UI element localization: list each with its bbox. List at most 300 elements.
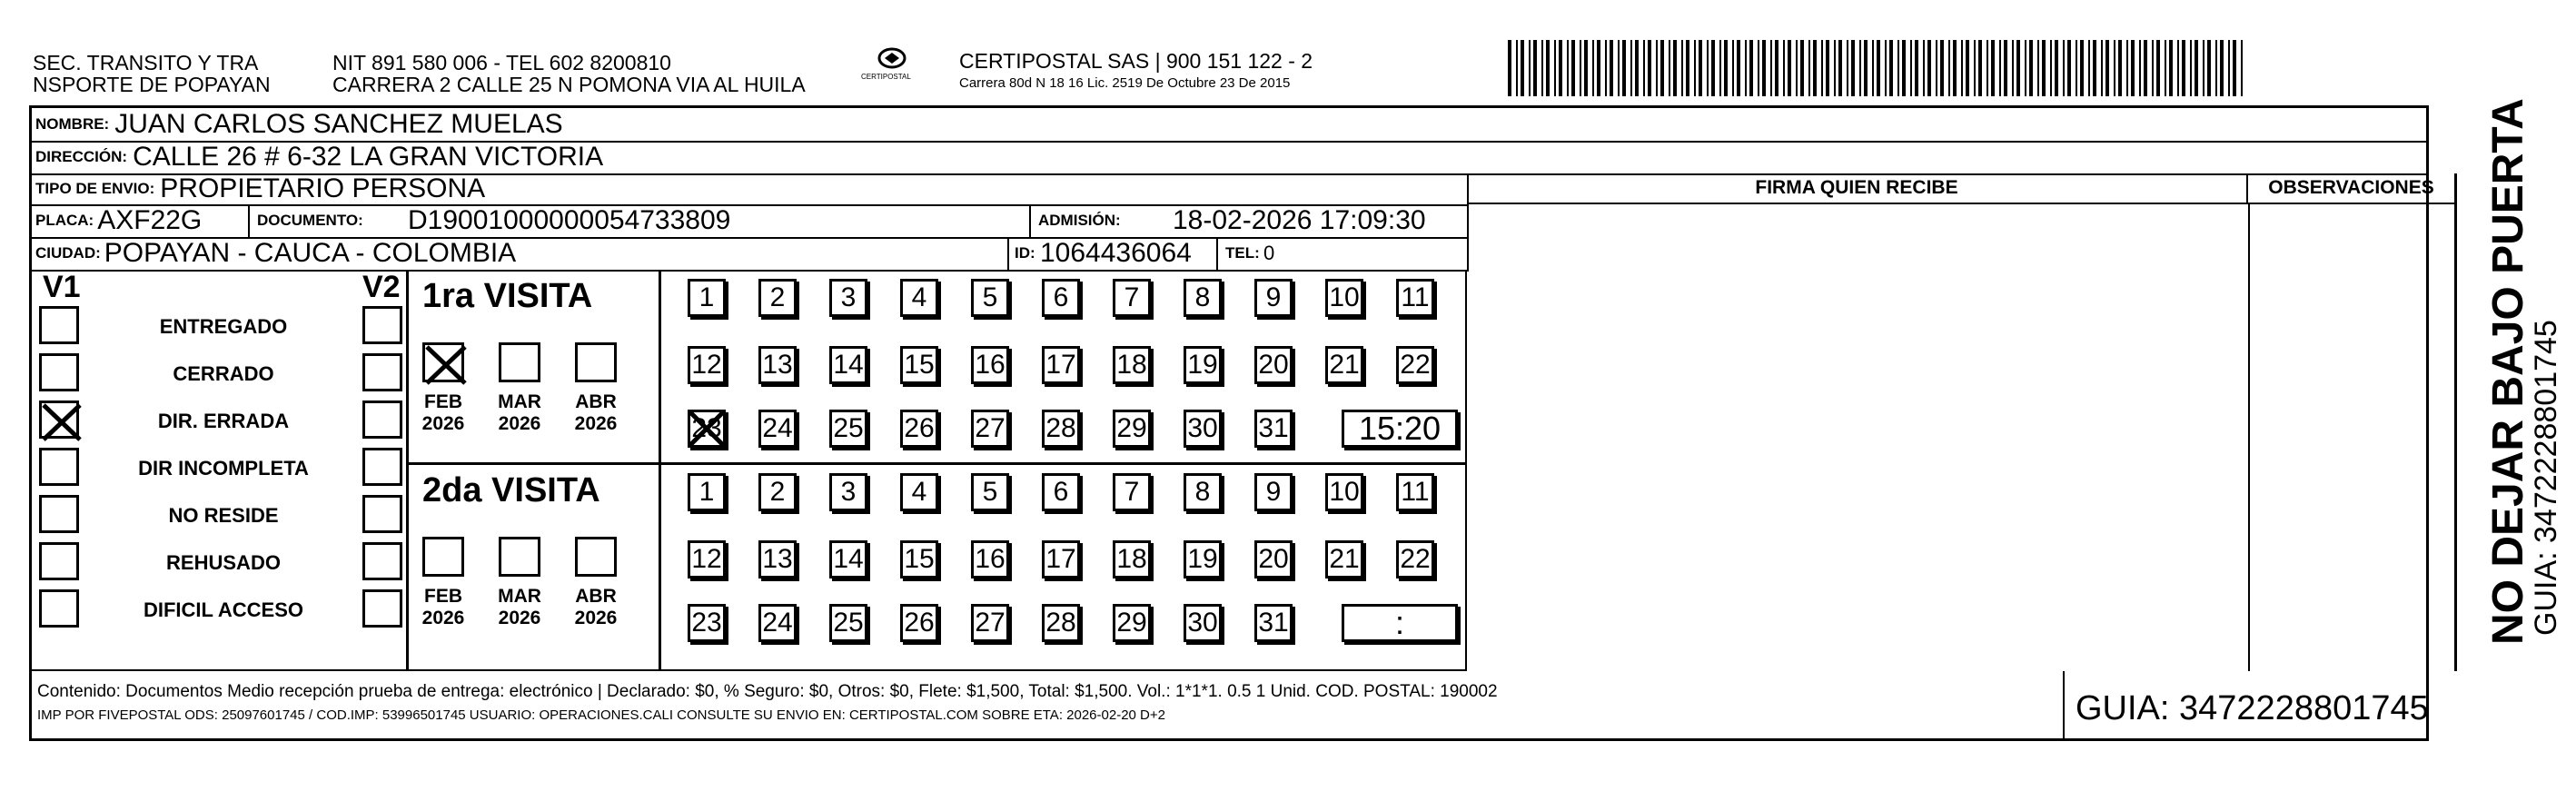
barcode-bar [1788,40,1791,96]
barcode-bar [2152,40,2154,96]
day-box[interactable] [1042,279,1080,317]
day-number: 25 [833,608,864,638]
day-number: 5 [982,477,998,507]
month-year: 2026 [421,413,465,434]
barcode-bar [1826,40,1829,96]
status-v1-checkbox[interactable] [39,448,79,486]
barcode-bar [1732,40,1734,96]
id-label: ID: [1015,244,1035,262]
barcode-bar [1554,40,1556,96]
day-box[interactable] [971,279,1009,317]
barcode-bar [2076,40,2077,96]
month-label [488,391,551,435]
month-year: 2026 [498,413,541,434]
barcode-bar [1775,40,1778,96]
day-box[interactable] [829,346,867,384]
status-v1-checkbox[interactable] [39,542,79,580]
barcode-bar [1707,40,1709,96]
barcode-bar [1724,40,1728,96]
month-name: FEB [424,586,462,607]
barcode-bar [1580,40,1581,96]
month-name: MAR [498,391,541,412]
month-name: FEB [424,391,462,412]
barcode-bar [1681,40,1683,96]
day-box[interactable] [1254,279,1293,317]
day-box[interactable] [900,346,938,384]
check-x-icon [42,403,82,441]
day-number: 3 [840,282,857,312]
day-number: 14 [833,544,864,574]
day-box[interactable] [1325,279,1363,317]
barcode-bar [2114,40,2115,96]
day-number: 17 [1045,544,1076,574]
day-number: 18 [1116,350,1147,380]
day-box[interactable] [758,346,797,384]
day-box[interactable] [1396,540,1434,578]
status-v2-checkbox[interactable] [362,400,402,439]
sender-line-2: NSPORTE DE POPAYAN [33,73,271,96]
month-checkbox[interactable] [499,342,540,382]
admision-value: 18-02-2026 17:09:30 [1173,205,1426,235]
day-box[interactable] [1042,473,1080,511]
barcode-bar [1986,40,1988,96]
day-box[interactable] [900,410,938,448]
barcode-bar [2177,40,2179,96]
nit-line-2: CARRERA 2 CALLE 25 N POMONA VIA AL HUILA [332,73,806,96]
barcode-bar [1605,40,1607,96]
barcode-bar [1813,40,1817,96]
day-box[interactable] [758,540,797,578]
tipo-label: TIPO DE ENVIO: [35,180,155,197]
day-number: 16 [975,544,1006,574]
documento-label: DOCUMENTO: [257,212,363,229]
barcode-bar [1940,40,1944,96]
barcode-bar [1902,40,1906,96]
barcode-bar [1999,40,2001,96]
placa-row [32,204,1469,239]
day-number: 6 [1053,477,1069,507]
month-name: ABR [575,391,617,412]
day-box[interactable] [1113,410,1151,448]
barcode-bar [1529,40,1531,96]
barcode-bar [2165,40,2166,96]
day-box[interactable] [688,279,726,317]
observaciones-divider [2248,204,2250,671]
barcode-bar [1927,40,1931,96]
day-number: 20 [1258,544,1289,574]
day-box[interactable] [829,473,867,511]
day-number: 22 [1400,544,1431,574]
day-box[interactable] [829,410,867,448]
day-number: 8 [1194,477,1211,507]
barcode-bar [1660,40,1664,96]
day-box[interactable] [1184,410,1222,448]
day-box[interactable] [758,410,797,448]
barcode-bar [2029,40,2033,96]
day-box[interactable] [829,604,867,642]
visit-title: 2da VISITA [422,471,600,509]
day-box[interactable] [971,410,1009,448]
month-label [411,586,475,629]
barcode-bar [2055,40,2058,96]
nombre-label: NOMBRE: [35,115,110,133]
footer-guia: GUIA: 3472228801745 [2076,689,2429,727]
barcode-bar [2207,40,2211,96]
day-number: 18 [1116,544,1147,574]
company-line-2: Carrera 80d N 18 16 Lic. 2519 De Octubre 23 De 2015 [959,75,1291,91]
barcode-bar [2144,40,2147,96]
barcode-bar [1699,40,1702,96]
barcode-bar [1796,40,1798,96]
barcode-bar [1597,40,1600,96]
placa-value: AXF22G [97,205,203,235]
barcode-bar [1859,40,1861,96]
day-box[interactable] [758,604,797,642]
day-box[interactable] [1042,410,1080,448]
barcode-bar [1783,40,1785,96]
day-box[interactable] [971,540,1009,578]
barcode-bar [1673,40,1677,96]
barcode-bar [2139,40,2141,96]
day-number: 15 [904,544,935,574]
day-box[interactable] [1325,473,1363,511]
day-number: 6 [1053,282,1069,312]
day-number: 10 [1329,477,1360,507]
status-v2-checkbox[interactable] [362,589,402,628]
barcode-bar [1669,40,1670,96]
barcode-bar [1571,40,1575,96]
day-box[interactable] [829,279,867,317]
day-number: 11 [1401,477,1430,507]
day-box[interactable] [1184,473,1222,511]
day-box[interactable] [1396,473,1434,511]
barcode-bar [1516,40,1518,96]
day-number: 29 [1116,413,1147,443]
day-number: 29 [1116,608,1147,638]
documento-value: D19001000000054733809 [408,205,731,235]
status-v1-checkbox[interactable] [39,353,79,391]
status-v2-checkbox[interactable] [362,353,402,391]
month-checkbox[interactable] [422,537,464,577]
status-label: REHUSADO [166,551,281,574]
barcode-bar [2126,40,2128,96]
day-box[interactable] [1184,604,1222,642]
month-label [488,586,551,629]
barcode-bar [1737,40,1740,96]
month-year: 2026 [574,608,618,628]
barcode-bar [1953,40,1957,96]
day-box[interactable] [688,540,726,578]
barcode-bar [1618,40,1620,96]
barcode-bar [1834,40,1836,96]
day-box[interactable] [688,410,726,448]
barcode [1508,40,2253,96]
barcode-bar [1762,40,1766,96]
month-checkbox[interactable] [422,342,464,382]
barcode-bar [1758,40,1759,96]
v1-label: V1 [43,270,81,304]
barcode-bar [1800,40,1804,96]
barcode-bar [2233,40,2236,96]
tel-label: TEL: [1225,244,1260,262]
day-box[interactable] [1254,410,1293,448]
day-number: 22 [1400,350,1431,380]
tel-value: 0 [1263,242,1275,264]
day-box[interactable] [900,604,938,642]
barcode-bar [1885,40,1887,96]
day-number: 30 [1187,413,1218,443]
day-number: 13 [762,350,793,380]
form-right-divider [2454,173,2457,671]
nombre-value: JUAN CARLOS SANCHEZ MUELAS [114,109,563,139]
direccion-value: CALLE 26 # 6-32 LA GRAN VICTORIA [133,142,604,172]
time-box[interactable] [1342,604,1458,642]
observaciones-header: OBSERVACIONES [2248,173,2457,204]
status-v2-checkbox[interactable] [362,306,402,344]
day-number: 15 [904,350,935,380]
barcode-bar [1711,40,1715,96]
status-v1-checkbox[interactable] [39,306,79,344]
month-label [564,586,628,629]
barcode-bar [1897,40,1899,96]
status-v1-checkbox[interactable] [39,495,79,533]
day-box[interactable] [1396,279,1434,317]
month-checkbox[interactable] [575,537,617,577]
day-number: 16 [975,350,1006,380]
month-checkbox[interactable] [499,537,540,577]
day-number: 8 [1194,282,1211,312]
barcode-bar [2050,40,2052,96]
day-box[interactable] [1042,604,1080,642]
day-box[interactable] [971,346,1009,384]
barcode-bar [2088,40,2090,96]
day-box[interactable] [1184,346,1222,384]
day-number: 2 [769,477,786,507]
barcode-bar [2182,40,2185,96]
certipostal-logo: CERTIPOSTAL [865,45,919,91]
day-box[interactable] [1184,279,1222,317]
day-number: 1 [698,282,715,312]
barcode-bar [1610,40,1613,96]
day-number: 31 [1258,608,1289,638]
day-number: 9 [1265,477,1282,507]
day-box[interactable] [758,279,797,317]
time-value: 15:20 [1358,410,1442,447]
day-box[interactable] [971,604,1009,642]
month-year: 2026 [421,608,465,628]
id-value: 1064436064 [1040,238,1192,268]
day-number: 27 [975,608,1006,638]
barcode-bar [2228,40,2230,96]
month-label [411,391,475,435]
barcode-bar [1889,40,1893,96]
barcode-bar [1847,40,1848,96]
barcode-bar [1694,40,1696,96]
day-box[interactable] [1396,346,1434,384]
time-value: : [1394,604,1404,641]
barcode-bar [1719,40,1721,96]
day-number: 30 [1187,608,1218,638]
sender-line-1: SEC. TRANSITO Y TRA [33,51,259,74]
time-box[interactable] [1342,410,1458,448]
day-number: 23 [691,608,722,638]
day-number: 24 [762,413,793,443]
barcode-bar [1974,40,1976,96]
day-number: 26 [904,413,935,443]
barcode-bar [1643,40,1645,96]
day-box[interactable] [688,346,726,384]
status-v2-checkbox[interactable] [362,542,402,580]
admision-label: ADMISIÓN: [1038,212,1121,229]
barcode-bar [1864,40,1868,96]
barcode-bar [2156,40,2160,96]
barcode-bar [2101,40,2103,96]
barcode-bar [2215,40,2217,96]
day-number: 19 [1187,544,1218,574]
barcode-bar [1838,40,1842,96]
day-box[interactable] [1325,346,1363,384]
day-box[interactable] [1113,346,1151,384]
form-frame [29,105,2434,741]
check-x-icon [688,410,726,448]
barcode-bar [1592,40,1594,96]
barcode-bar [1966,40,1969,96]
barcode-bar [1567,40,1569,96]
footer-imp: IMP POR FIVEPOSTAL ODS: 25097601745 / COD.IMP: 53996501745 USUARIO: OPERACIONES.CALI CONSULTE SU ENVIO EN: CERTIPOSTAL.COM SOBRE ETA: 2026-02-20 D+2 [37,707,1165,723]
day-box[interactable] [688,604,726,642]
day-box[interactable] [971,473,1009,511]
barcode-bar [2241,40,2243,96]
barcode-bar [1686,40,1689,96]
barcode-bar [1630,40,1632,96]
day-box[interactable] [900,279,938,317]
status-v1-checkbox[interactable] [39,589,79,628]
side-guia: GUIA: 3472228801745 [2529,320,2563,636]
ciudad-row [32,237,1469,272]
barcode-bar [1508,40,1511,96]
status-v2-checkbox[interactable] [362,495,402,533]
day-number: 31 [1258,413,1289,443]
barcode-bar [2195,40,2198,96]
day-number: 7 [1124,477,1140,507]
status-label: DIR. ERRADA [157,410,290,432]
barcode-bar [1915,40,1918,96]
day-number: 26 [904,608,935,638]
v2-label: V2 [362,270,401,304]
day-box[interactable] [758,473,797,511]
barcode-bar [1961,40,1963,96]
barcode-bar [1877,40,1880,96]
barcode-bar [2169,40,2173,96]
barcode-bar [2190,40,2192,96]
day-number: 13 [762,544,793,574]
day-box[interactable] [1113,473,1151,511]
barcode-bar [1521,40,1524,96]
day-number: 10 [1329,282,1360,312]
status-label: NO RESIDE [168,504,279,527]
ciudad-value: POPAYAN - CAUCA - COLOMBIA [104,238,517,268]
barcode-bar [1648,40,1651,96]
day-box[interactable] [1325,540,1363,578]
month-checkbox[interactable] [575,342,617,382]
day-number: 7 [1124,282,1140,312]
status-v2-checkbox[interactable] [362,448,402,486]
day-box[interactable] [829,540,867,578]
nit-line-1: NIT 891 580 006 - TEL 602 8200810 [332,51,671,74]
day-number: 1 [698,477,715,507]
status-label: ENTREGADO [159,315,288,338]
day-number: 12 [691,544,722,574]
barcode-bar [2131,40,2135,96]
status-section [32,270,1467,671]
direccion-row [32,141,2426,175]
barcode-bar [1936,40,1937,96]
day-number: 28 [1045,608,1076,638]
barcode-bar [2012,40,2014,96]
day-box[interactable] [1254,346,1293,384]
status-label: DIFICIL ACCESO [143,598,303,621]
barcode-bar [1991,40,1995,96]
month-year: 2026 [498,608,541,628]
barcode-bar [1622,40,1626,96]
firma-header: FIRMA QUIEN RECIBE [1467,173,2248,204]
day-number: 21 [1329,544,1360,574]
day-number: 27 [975,413,1006,443]
day-number: 25 [833,413,864,443]
day-number: 24 [762,608,793,638]
barcode-bar [1656,40,1658,96]
day-box[interactable] [1184,540,1222,578]
day-box[interactable] [1254,540,1293,578]
barcode-bar [1923,40,1925,96]
day-number: 2 [769,282,786,312]
month-year: 2026 [574,413,618,434]
check-x-icon [425,345,467,385]
nombre-row [32,108,2426,143]
barcode-bar [2093,40,2096,96]
barcode-bar [1851,40,1855,96]
day-box[interactable] [1042,346,1080,384]
barcode-bar [1821,40,1823,96]
ciudad-label: CIUDAD: [35,244,101,262]
day-box[interactable] [900,473,938,511]
day-box[interactable] [1113,279,1151,317]
day-number: 4 [911,282,927,312]
barcode-bar [2037,40,2039,96]
day-box[interactable] [688,473,726,511]
month-label [564,391,628,435]
barcode-bar [1541,40,1543,96]
status-v1-checkbox[interactable] [39,400,79,439]
day-box[interactable] [1113,540,1151,578]
day-box[interactable] [1254,604,1293,642]
barcode-bar [1533,40,1537,96]
barcode-bar [1948,40,1950,96]
barcode-bar [2105,40,2109,96]
day-box[interactable] [1254,473,1293,511]
barcode-bar [2067,40,2071,96]
footer-contenido: Contenido: Documentos Medio recepción prueba de entrega: electrónico | Declarado: $0, % Seguro: $0, Otros: $0, Flete: $1,500, Total: $1,500. Vol.: 1*1*1. 0.5 1 Unid. COD. POSTAL: 190002 [37,682,1498,701]
day-number: 21 [1329,350,1360,380]
day-number: 20 [1258,350,1289,380]
day-number: 3 [840,477,857,507]
barcode-bar [1910,40,1912,96]
barcode-bar [2080,40,2084,96]
day-box[interactable] [900,540,938,578]
day-box[interactable] [1042,540,1080,578]
day-box[interactable] [1113,604,1151,642]
visit-title: 1ra VISITA [422,277,593,315]
